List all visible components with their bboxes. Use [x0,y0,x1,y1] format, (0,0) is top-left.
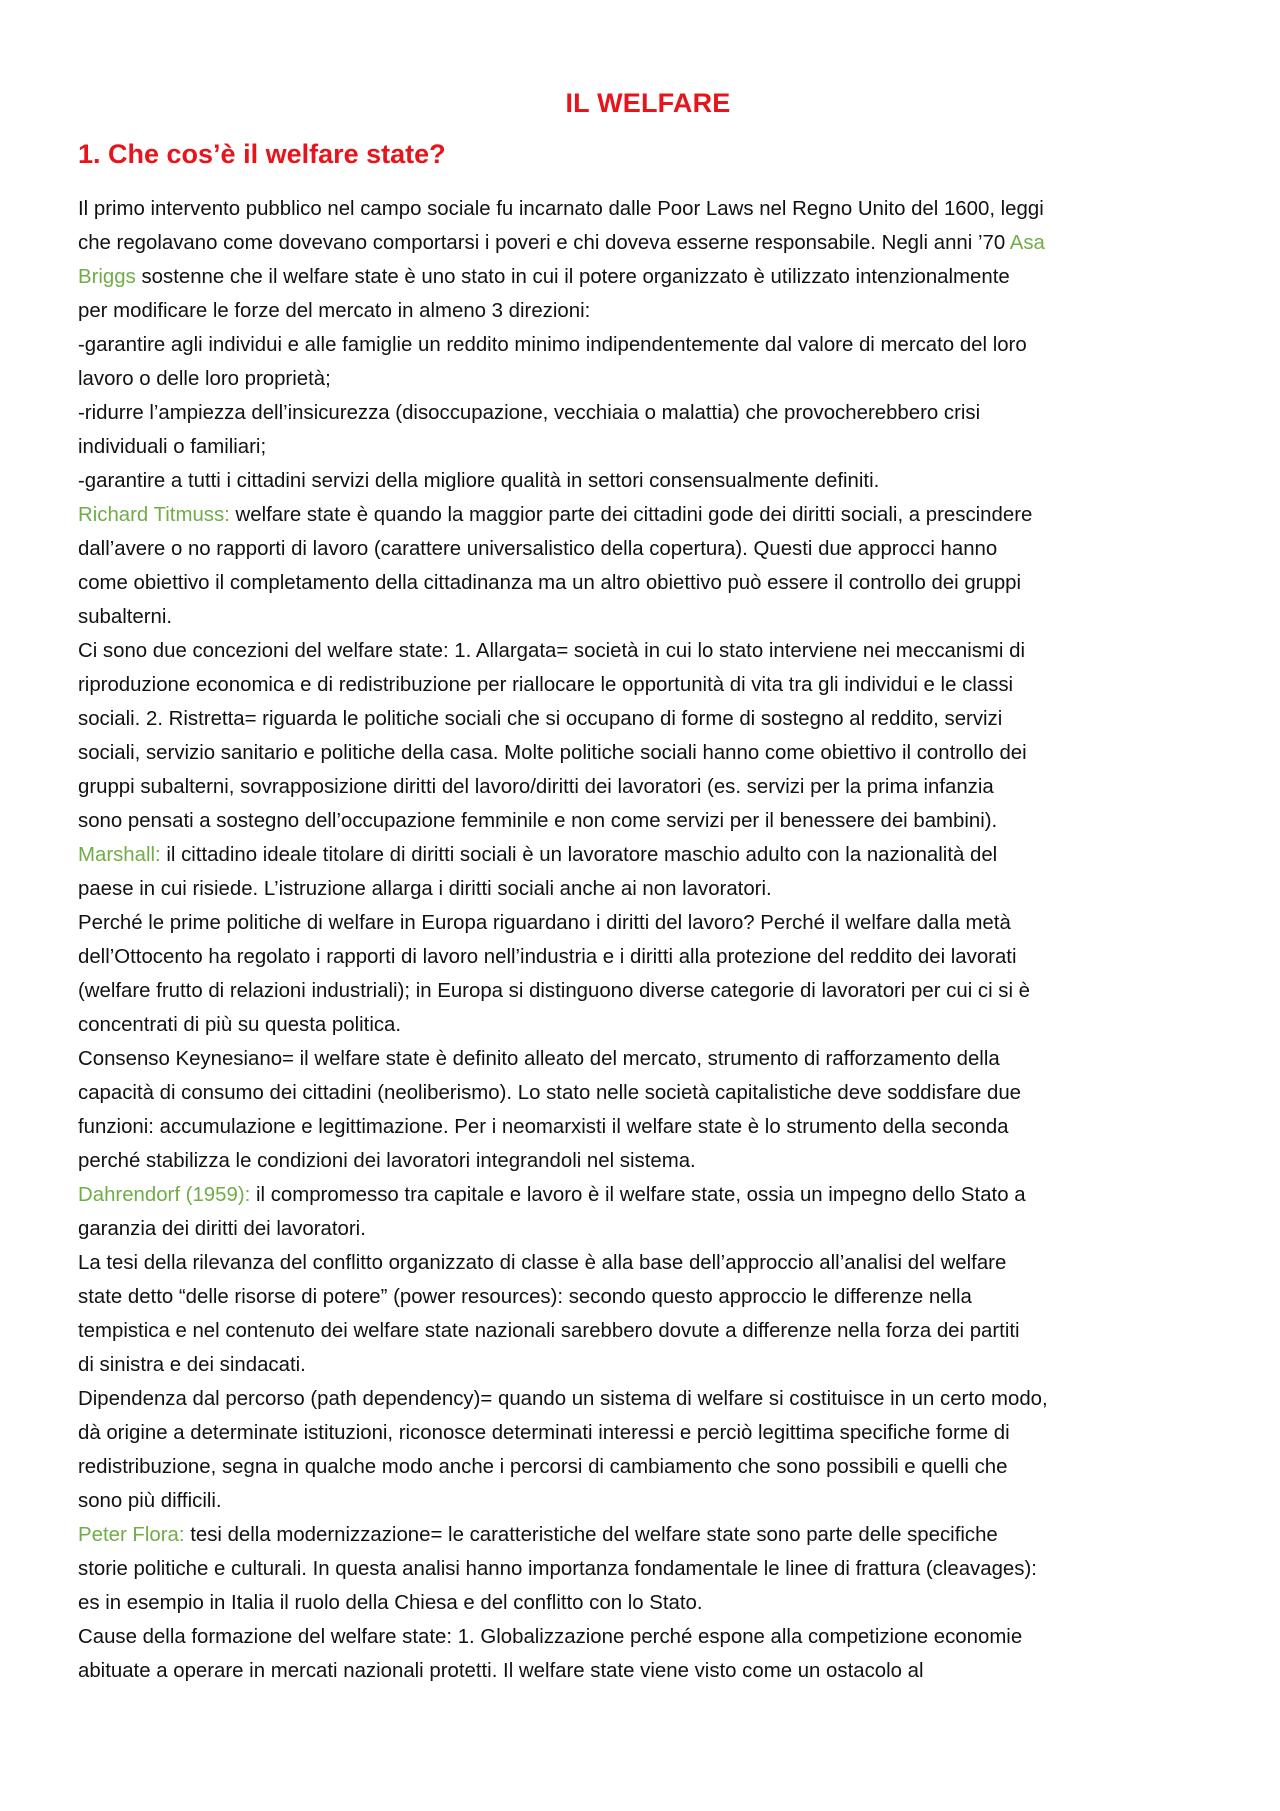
text-run: per modificare le forze del mercato in almeno 3 direzioni: [78,300,591,322]
text-run: Consenso Keynesiano= il welfare state è definito alleato del mercato, strumento di rafforzamento della [78,1048,1000,1070]
text-run: lavoro o delle loro proprietà; [78,368,331,390]
text-line [78,1144,1218,1178]
text-line [78,1382,1218,1416]
text-line [78,532,1218,566]
text-line [78,1586,1218,1620]
text-run: Dipendenza dal percorso (path dependency)= quando un sistema di welfare si costituisce in un certo modo, [78,1388,1048,1410]
text-run: sono più difficili. [78,1490,222,1512]
text-line [78,566,1218,600]
text-run: tesi della modernizzazione= le caratteristiche del welfare state sono parte delle specifiche [184,1524,998,1546]
section-heading: 1. Che cos’è il welfare state? [78,139,446,169]
author-name: Marshall: [78,844,161,866]
text-run: il compromesso tra capitale e lavoro è il welfare state, ossia un impegno dello Stato a [250,1184,1026,1206]
text-run: che regolavano come dovevano comportarsi i poveri e chi doveva esserne responsabile. Negli anni ’70 [78,232,1010,254]
text-line [78,1450,1218,1484]
text-line [78,328,1218,362]
text-line [78,1042,1218,1076]
text-run: dà origine a determinate istituzioni, riconosce determinati interessi e perciò legittima specifiche forme di [78,1422,1010,1444]
text-run: storie politiche e culturali. In questa analisi hanno importanza fondamentale le linee di frattura (cleavages): [78,1558,1037,1580]
author-name: Richard Titmuss: [78,504,230,526]
text-line [78,838,1218,872]
text-run: sociali, servizio sanitario e politiche della casa. Molte politiche sociali hanno come obiettivo il controllo dei [78,742,1027,764]
text-line [78,294,1218,328]
text-line [78,1246,1218,1280]
text-line [78,872,1218,906]
text-run: concentrati di più su questa politica. [78,1014,402,1036]
text-line [78,226,1218,260]
text-line [78,1484,1218,1518]
document-content [78,80,1218,1688]
text-run: gruppi subalterni, sovrapposizione diritti del lavoro/diritti dei lavoratori (es. servizi per la prima infanzia [78,776,994,798]
text-run: garanzia dei diritti dei lavoratori. [78,1218,366,1240]
text-line [78,1314,1218,1348]
text-run: il cittadino ideale titolare di diritti sociali è un lavoratore maschio adulto con la nazionalità del [160,844,998,866]
text-line [78,1620,1218,1654]
text-line [78,804,1218,838]
text-line [78,702,1218,736]
text-line [78,906,1218,940]
text-line [78,600,1218,634]
text-line [78,464,1218,498]
author-name: Asa [1009,232,1045,254]
text-run: Cause della formazione del welfare state: 1. Globalizzazione perché espone alla competizione economie [78,1626,1023,1648]
text-run: welfare state è quando la maggior parte dei cittadini gode dei diritti sociali, a prescindere [229,504,1033,526]
text-run: Il primo intervento pubblico nel campo sociale fu incarnato dalle Poor Laws nel Regno Unito del 1600, leggi [78,198,1044,220]
text-line [78,1280,1218,1314]
author-name: Briggs [78,266,136,288]
text-line [78,940,1218,974]
text-line [78,1110,1218,1144]
text-line [78,192,1218,226]
document-title: IL WELFARE [565,88,731,118]
text-run: paese in cui risiede. L’istruzione allarga i diritti sociali anche ai non lavoratori. [78,878,772,900]
text-line [78,1212,1218,1246]
text-run: perché stabilizza le condizioni dei lavoratori integrandoli nel sistema. [78,1150,696,1172]
text-line [78,498,1218,532]
text-run: state detto “delle risorse di potere” (power resources): secondo questo approccio le differenze nella [78,1286,972,1308]
text-run: subalterni. [78,606,173,628]
text-run: redistribuzione, segna in qualche modo anche i percorsi di cambiamento che sono possibili e quelli che [78,1456,1008,1478]
text-line [78,1008,1218,1042]
text-run: Perché le prime politiche di welfare in Europa riguardano i diritti del lavoro? Perché il welfare dalla metà [78,912,1011,934]
text-run: riproduzione economica e di redistribuzione per riallocare le opportunità di vita tra gli individui e le classi [78,674,1014,696]
text-line [78,736,1218,770]
text-line [78,668,1218,702]
text-run: sono pensati a sostegno dell’occupazione femminile e non come servizi per il benessere dei bambini). [78,810,998,832]
text-line [78,1348,1218,1382]
text-run: es in esempio in Italia il ruolo della Chiesa e del conflitto con lo Stato. [78,1592,703,1614]
text-run: -garantire a tutti i cittadini servizi della migliore qualità in settori consensualmente definiti. [78,470,880,492]
text-run: -ridurre l’ampiezza dell’insicurezza (disoccupazione, vecchiaia o malattia) che provocherebbero crisi [78,402,981,424]
text-run: funzioni: accumulazione e legittimazione. Per i neomarxisti il welfare state è lo strumento della seconda [78,1116,1009,1138]
text-run: sostenne che il welfare state è uno stato in cui il potere organizzato è utilizzato intenzionalmente [135,266,1010,288]
text-line [78,1076,1218,1110]
text-run: individuali o familiari; [78,436,267,458]
text-run: (welfare frutto di relazioni industriali); in Europa si distinguono diverse categorie di lavoratori per cui ci si è [78,980,1031,1002]
text-line [78,430,1218,464]
body-text [78,192,1218,1688]
text-line [78,770,1218,804]
text-run: Ci sono due concezioni del welfare state: 1. Allargata= società in cui lo stato interviene nei meccanismi di [78,640,1025,662]
text-line [78,974,1218,1008]
text-line [78,1518,1218,1552]
text-run: abituate a operare in mercati nazionali protetti. Il welfare state viene visto come un ostacolo al [78,1660,924,1682]
text-run: dall’avere o no rapporti di lavoro (carattere universalistico della copertura). Questi due approcci hanno [78,538,998,560]
text-run: come obiettivo il completamento della cittadinanza ma un altro obiettivo può essere il controllo dei gruppi [78,572,1022,594]
text-run: dell’Ottocento ha regolato i rapporti di lavoro nell’industria e i diritti alla protezione del reddito dei lavorati [78,946,1017,968]
text-line [78,1654,1218,1688]
text-line [78,396,1218,430]
text-line [78,634,1218,668]
text-line [78,1416,1218,1450]
text-run: La tesi della rilevanza del conflitto organizzato di classe è alla base dell’approccio all’analisi del welfare [78,1252,1007,1274]
text-run: sociali. 2. Ristretta= riguarda le politiche sociali che si occupano di forme di sostegno al reddito, servizi [78,708,1003,730]
text-run: capacità di consumo dei cittadini (neoliberismo). Lo stato nelle società capitalistiche deve soddisfare due [78,1082,1022,1104]
text-line [78,260,1218,294]
author-name: Dahrendorf (1959): [78,1184,251,1206]
text-line [78,1178,1218,1212]
text-run: di sinistra e dei sindacati. [78,1354,306,1376]
text-line [78,1552,1218,1586]
text-run: -garantire agli individui e alle famiglie un reddito minimo indipendentemente dal valore di mercato del loro [78,334,1027,356]
author-name: Peter Flora: [78,1524,185,1546]
text-run: tempistica e nel contenuto dei welfare state nazionali sarebbero dovute a differenze nella forza dei partiti [78,1320,1020,1342]
text-line [78,362,1218,396]
